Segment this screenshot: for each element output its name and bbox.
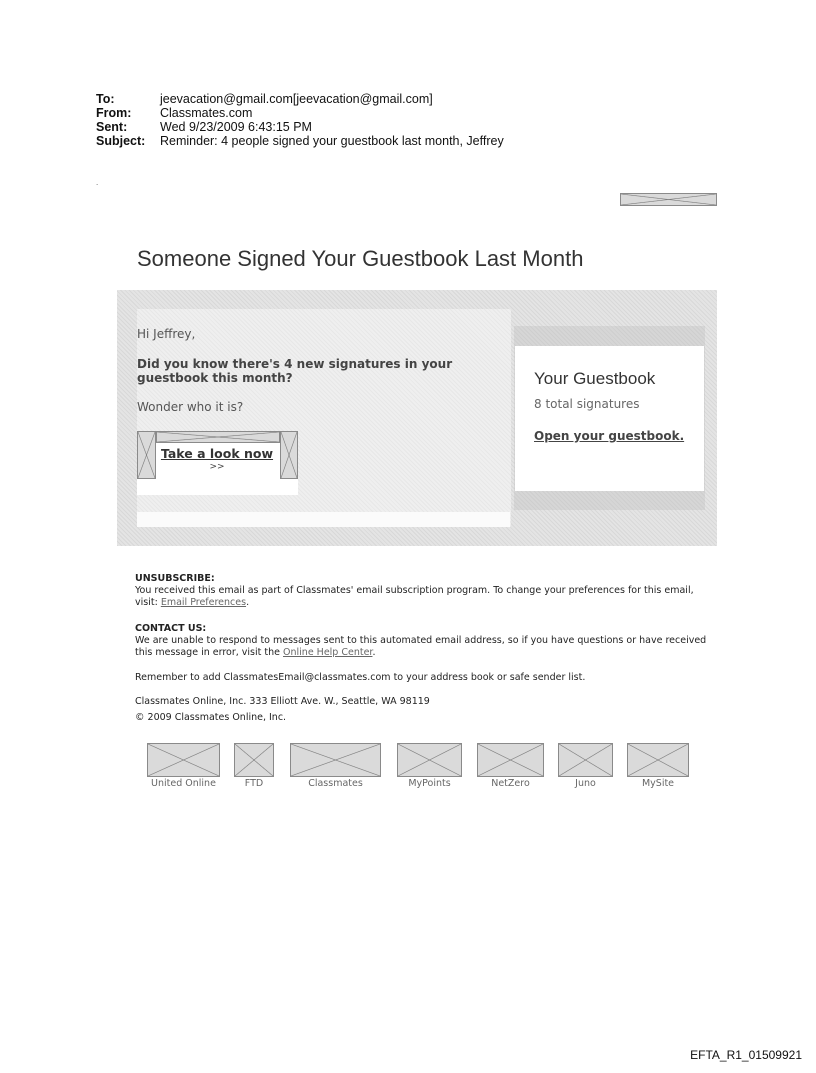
wonder-text: Wonder who it is? — [137, 400, 244, 414]
cta-arrow: >> — [209, 462, 225, 472]
mysite-logo[interactable] — [627, 743, 689, 777]
juno-logo[interactable] — [558, 743, 613, 777]
contact-text: We are unable to respond to messages sent to this automated email address, so if you have questions or have received this message in error, visit the — [135, 635, 707, 658]
contact-section: CONTACT US: We are unable to respond to messages sent to this automated email address, so if you have questions or have received this message in error, visit the Online Help Center. — [135, 623, 707, 658]
question-text: Did you know there's 4 new signatures in your guestbook this month? — [137, 357, 453, 385]
header-image-placeholder — [620, 193, 717, 206]
unsubscribe-text: You received this email as part of Classmates' email subscription program. To change your preferences for this email, visit: — [135, 585, 694, 608]
mypoints-logo[interactable] — [397, 743, 462, 777]
logo-label-juno[interactable]: Juno — [575, 778, 596, 789]
to-label: To: — [96, 92, 115, 106]
email-preferences-link[interactable]: Email Preferences — [160, 597, 247, 608]
take-a-look-button[interactable] — [156, 446, 278, 472]
from-value: Classmates.com — [160, 106, 253, 120]
contact-heading: CONTACT US: — [135, 623, 207, 634]
page-title: Someone Signed Your Guestbook Last Month — [137, 246, 584, 271]
company-address: Classmates Online, Inc. 333 Elliott Ave. W., Seattle, WA 98119 — [135, 696, 430, 707]
stray-mark: . — [96, 178, 99, 187]
panel-footer-strip — [137, 512, 510, 527]
sent-row — [96, 120, 504, 134]
document-id: EFTA_R1_01509921 — [690, 1048, 802, 1062]
sent-value: Wed 9/23/2009 6:43:15 PM — [160, 120, 312, 134]
logo-label-netzero[interactable]: NetZero — [491, 778, 530, 789]
from-label: From: — [96, 106, 132, 120]
take-a-look-link[interactable]: Take a look now — [160, 446, 274, 461]
guestbook-box-inner — [515, 346, 704, 491]
greeting-text: Hi Jeffrey, — [137, 327, 196, 341]
united-online-logo[interactable] — [147, 743, 220, 777]
logo-label-united-online[interactable]: United Online — [151, 778, 216, 789]
sent-label: Sent: — [96, 120, 128, 134]
ftd-logo[interactable] — [234, 743, 274, 777]
cta-top-image-placeholder — [156, 431, 280, 443]
to-value: jeevacation@gmail.com[jeevacation@gmail.com] — [160, 92, 433, 106]
cta-right-image-placeholder — [280, 431, 298, 479]
guestbook-count: 8 total signatures — [534, 397, 640, 411]
safe-sender-note: Remember to add ClassmatesEmail@classmates.com to your address book or safe sender list. — [135, 672, 586, 683]
logo-label-ftd[interactable]: FTD — [244, 778, 264, 789]
netzero-logo[interactable] — [477, 743, 544, 777]
classmates-logo[interactable] — [290, 743, 381, 777]
subject-label: Subject: — [96, 134, 146, 148]
logo-label-mysite[interactable]: MySite — [641, 778, 675, 789]
email-header — [96, 92, 504, 148]
copyright-text: © 2009 Classmates Online, Inc. — [135, 712, 287, 723]
from-row — [96, 106, 504, 120]
open-guestbook-link[interactable]: Open your guestbook. — [534, 429, 685, 443]
subject-value: Reminder: 4 people signed your guestbook last month, Jeffrey — [160, 134, 504, 148]
logo-label-classmates[interactable]: Classmates — [308, 778, 363, 789]
unsubscribe-heading: UNSUBSCRIBE: — [135, 573, 215, 584]
logo-label-mypoints[interactable]: MyPoints — [408, 778, 451, 789]
unsubscribe-section: UNSUBSCRIBE: You received this email as part of Classmates' email subscription program. To change your preferences for this email, visit: Email Preferences. — [135, 573, 694, 608]
online-help-center-link[interactable]: Online Help Center — [283, 647, 373, 658]
to-row — [96, 92, 504, 106]
subject-row — [96, 134, 504, 148]
guestbook-title: Your Guestbook — [534, 369, 656, 388]
cta-left-image-placeholder — [137, 431, 156, 479]
